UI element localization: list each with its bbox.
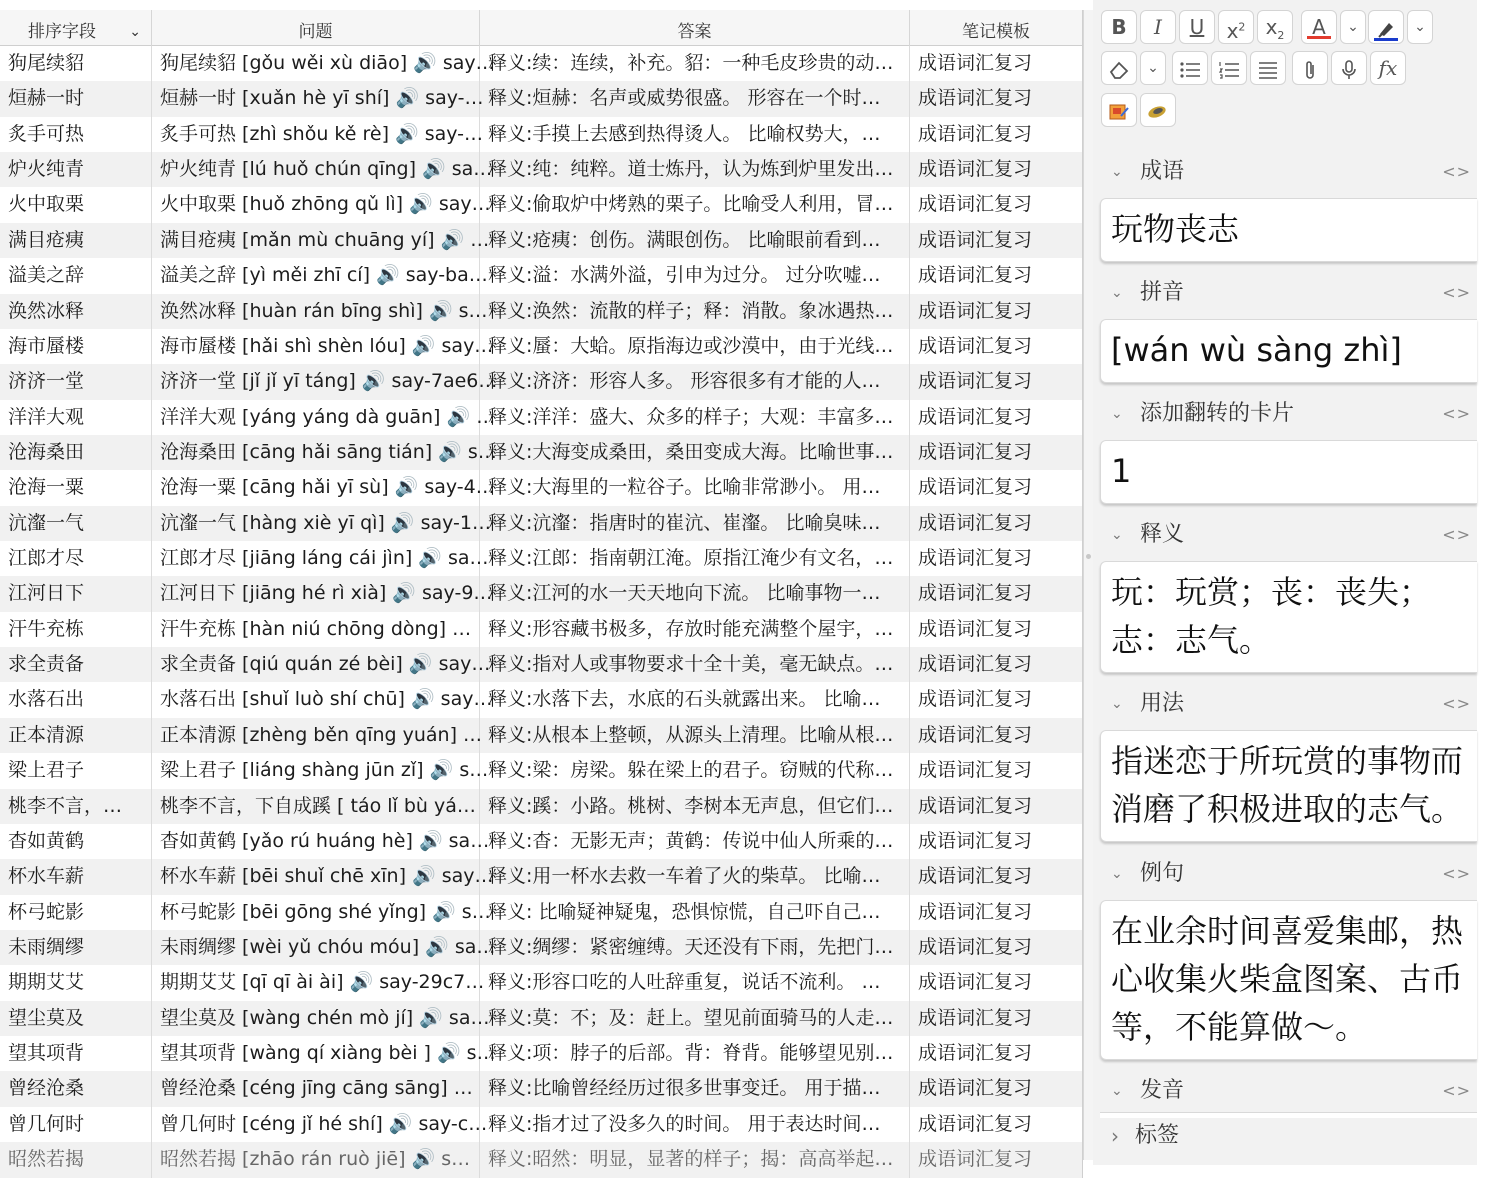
html-editor-icon[interactable]: <> xyxy=(1442,1081,1471,1100)
cell-question: 炙手可热 [zhì shǒu kě rè] 🔊 say-… xyxy=(152,117,480,152)
field-header-pronunciation[interactable] xyxy=(1093,1073,1477,1109)
cell-answer: 释义:大海变成桑田，桑田变成大海。比喻世事… xyxy=(480,435,910,470)
cell-answer: 释义: 比喻疑神疑鬼，恐惧惊慌，自己吓自己… xyxy=(480,895,910,930)
cell-question: 杳如黄鹤 [yǎo rú huáng hè] 🔊 sa… xyxy=(152,824,480,859)
chevron-right-icon[interactable]: › xyxy=(1111,1124,1119,1148)
field-name: 例句 xyxy=(1140,861,1185,886)
microphone-icon xyxy=(1341,56,1357,80)
cell-question: 未雨绸缪 [wèi yǔ chóu móu] 🔊 sa… xyxy=(152,930,480,965)
cell-question: 正本清源 [zhèng běn qīng yuán] … xyxy=(152,718,480,753)
cell-sort-field: 溢美之辞 xyxy=(0,258,152,293)
table-row[interactable] xyxy=(0,187,1083,222)
field-header-example[interactable] xyxy=(1093,856,1477,892)
cell-note-type: 成语词汇复习 xyxy=(910,294,1083,329)
cell-sort-field: 炉火纯青 xyxy=(0,152,152,187)
table-row[interactable] xyxy=(0,435,1083,470)
field-header-meaning[interactable] xyxy=(1093,517,1477,553)
cell-note-type: 成语词汇复习 xyxy=(910,329,1083,364)
cell-question: 海市蜃楼 [hǎi shì shèn lóu] 🔊 say… xyxy=(152,329,480,364)
cell-question: 求全责备 [qiú quán zé bèi] 🔊 say… xyxy=(152,647,480,682)
cell-sort-field: 杯弓蛇影 xyxy=(0,895,152,930)
table-row[interactable] xyxy=(0,1107,1083,1142)
table-row[interactable] xyxy=(0,329,1083,364)
column-header-sort-field[interactable] xyxy=(0,10,152,46)
tags-header[interactable] xyxy=(1093,1118,1477,1154)
bold-icon: B xyxy=(1111,15,1127,39)
cell-sort-field: 海市蜃楼 xyxy=(0,329,152,364)
cell-sort-field: 昭然若揭 xyxy=(0,1142,152,1177)
cell-sort-field: 汗牛充栋 xyxy=(0,612,152,647)
cell-sort-field: 沧海一粟 xyxy=(0,470,152,505)
cell-sort-field: 望尘莫及 xyxy=(0,1001,152,1036)
table-row[interactable] xyxy=(0,718,1083,753)
cell-answer: 释义:续：连续，补充。貂：一种毛皮珍贵的动… xyxy=(480,46,910,81)
image-occlusion-icon xyxy=(1108,98,1130,122)
table-row[interactable] xyxy=(0,965,1083,1000)
cell-note-type: 成语词汇复习 xyxy=(910,470,1083,505)
cell-note-type: 成语词汇复习 xyxy=(910,223,1083,258)
table-row[interactable] xyxy=(0,506,1083,541)
cell-answer: 释义:形容藏书极多，存放时能充满整个屋宇，… xyxy=(480,612,910,647)
cell-note-type: 成语词汇复习 xyxy=(910,895,1083,930)
cell-sort-field: 炙手可热 xyxy=(0,117,152,152)
speaker-button[interactable] xyxy=(1140,93,1176,127)
html-editor-icon[interactable]: <> xyxy=(1442,525,1471,544)
field-editor-chengyu[interactable]: 玩物丧志 xyxy=(1100,198,1477,262)
field-name: 释义 xyxy=(1140,522,1185,547)
table-header xyxy=(0,10,1083,46)
cell-note-type: 成语词汇复习 xyxy=(910,930,1083,965)
cell-answer: 释义:济济：形容人多。 形容很多有才能的人… xyxy=(480,364,910,399)
cell-answer: 释义:蜃：大蛤。原指海边或沙漠中，由于光线… xyxy=(480,329,910,364)
splitter-handle-icon[interactable] xyxy=(1086,554,1091,559)
cell-sort-field: 涣然冰释 xyxy=(0,294,152,329)
cell-answer: 释义:疮痍：创伤。满眼创伤。 比喻眼前看到… xyxy=(480,223,910,258)
highlight-swatch xyxy=(1374,38,1398,41)
field-name: 发音 xyxy=(1140,1078,1185,1103)
cell-note-type: 成语词汇复习 xyxy=(910,647,1083,682)
cell-answer: 释义:涣然：流散的样子；释：消散。象冰遇热… xyxy=(480,294,910,329)
field-header-usage[interactable] xyxy=(1093,686,1477,722)
cell-question: 望其项背 [wàng qí xiàng bèi ] 🔊 s… xyxy=(152,1036,480,1071)
cell-sort-field: 烜赫一时 xyxy=(0,81,152,116)
cell-answer: 释义:莫：不；及：赶上。望见前面骑马的人走… xyxy=(480,1001,910,1036)
cell-question: 曾几何时 [céng jǐ hé shí] 🔊 say-c… xyxy=(152,1107,480,1142)
eraser-button[interactable] xyxy=(1101,51,1137,85)
field-editor-usage[interactable]: 指迷恋于所玩赏的事物而消磨了积极进取的志气。 xyxy=(1100,730,1477,842)
subscript-button[interactable] xyxy=(1257,10,1293,44)
cell-answer: 释义:沆瀣：指唐时的崔沆、崔瀣。 比喻臭味… xyxy=(480,506,910,541)
cell-note-type: 成语词汇复习 xyxy=(910,682,1083,717)
text-color-letter: A xyxy=(1312,15,1326,39)
text-color-dropdown[interactable] xyxy=(1340,10,1366,44)
table-row[interactable] xyxy=(0,400,1083,435)
eraser-icon xyxy=(1108,56,1130,80)
cell-note-type: 成语词汇复习 xyxy=(910,753,1083,788)
column-header-label: 排序字段 xyxy=(28,22,96,42)
table-row[interactable] xyxy=(0,1142,1083,1177)
cell-answer: 释义:绸缪：紧密缠缚。天还没有下雨，先把门… xyxy=(480,930,910,965)
cell-note-type: 成语词汇复习 xyxy=(910,612,1083,647)
cell-sort-field: 水落石出 xyxy=(0,682,152,717)
subscript-mark: 2 xyxy=(1277,29,1285,42)
cell-answer: 释义:偷取炉中烤熟的栗子。比喻受人利用，冒… xyxy=(480,187,910,222)
ordered-list-button[interactable] xyxy=(1211,51,1247,85)
table-row[interactable] xyxy=(0,930,1083,965)
cell-sort-field: 正本清源 xyxy=(0,718,152,753)
cell-answer: 释义:指才过了没多久的时间。 用于表达时间… xyxy=(480,1107,910,1142)
superscript-base: x xyxy=(1226,18,1239,43)
field-header-add-reverse[interactable] xyxy=(1093,396,1477,432)
cell-answer: 释义:形容口吃的人吐辞重复，说话不流利。 … xyxy=(480,965,910,1000)
cell-sort-field: 杯水车薪 xyxy=(0,859,152,894)
underline-button[interactable] xyxy=(1179,10,1215,44)
cell-note-type: 成语词汇复习 xyxy=(910,1071,1083,1106)
cell-note-type: 成语词汇复习 xyxy=(910,1036,1083,1071)
cell-question: 烜赫一时 [xuǎn hè yī shí] 🔊 say-… xyxy=(152,81,480,116)
cell-answer: 释义:洋洋：盛大、众多的样子；大观：丰富多… xyxy=(480,400,910,435)
table-row[interactable] xyxy=(0,859,1083,894)
cell-note-type: 成语词汇复习 xyxy=(910,1142,1083,1177)
cell-question: 炉火纯青 [lú huǒ chún qīng] 🔊 sa… xyxy=(152,152,480,187)
table-row[interactable] xyxy=(0,1001,1083,1036)
cell-question: 杯弓蛇影 [bēi gōng shé yǐng] 🔊 s… xyxy=(152,895,480,930)
cell-sort-field: 江郎才尽 xyxy=(0,541,152,576)
cell-note-type: 成语词汇复习 xyxy=(910,859,1083,894)
table-row[interactable] xyxy=(0,223,1083,258)
table-row[interactable] xyxy=(0,258,1083,293)
function-icon: fx xyxy=(1378,56,1398,80)
table-row[interactable] xyxy=(0,824,1083,859)
cell-question: 火中取栗 [huǒ zhōng qǔ lì] 🔊 say… xyxy=(152,187,480,222)
text-color-icon xyxy=(1307,16,1331,39)
cell-note-type: 成语词汇复习 xyxy=(910,824,1083,859)
cell-sort-field: 济济一堂 xyxy=(0,364,152,399)
chevron-down-icon[interactable]: ⌄ xyxy=(1111,406,1123,422)
cell-question: 溢美之辞 [yì měi zhī cí] 🔊 say-ba… xyxy=(152,258,480,293)
cell-note-type: 成语词汇复习 xyxy=(910,400,1083,435)
bold-button[interactable] xyxy=(1101,10,1137,44)
field-editor-pinyin[interactable]: [wán wù sàng zhì] xyxy=(1100,319,1477,383)
tags-label: 标签 xyxy=(1135,1123,1180,1148)
cell-sort-field: 狗尾续貂 xyxy=(0,46,152,81)
cell-question: 满目疮痍 [mǎn mù chuāng yí] 🔊 … xyxy=(152,223,480,258)
chevron-down-icon[interactable]: ⌄ xyxy=(1111,1083,1123,1099)
table-row[interactable] xyxy=(0,541,1083,576)
cell-question: 汗牛充栋 [hàn niú chōng dòng] … xyxy=(152,612,480,647)
cell-answer: 释义:杳：无影无声；黄鹤：传说中仙人所乘的… xyxy=(480,824,910,859)
cell-question: 济济一堂 [jǐ jǐ yī táng] 🔊 say-7ae6… xyxy=(152,364,480,399)
cell-answer: 释义:用一杯水去救一车着了火的柴草。 比喻… xyxy=(480,859,910,894)
cell-sort-field: 火中取栗 xyxy=(0,187,152,222)
table-row[interactable] xyxy=(0,789,1083,824)
cell-note-type: 成语词汇复习 xyxy=(910,364,1083,399)
record-button[interactable] xyxy=(1331,51,1367,85)
cell-answer: 释义:手摸上去感到热得烫人。 比喻权势大，… xyxy=(480,117,910,152)
html-editor-icon[interactable]: <> xyxy=(1442,283,1471,302)
chevron-down-icon[interactable]: ⌄ xyxy=(1111,285,1123,301)
cell-question: 桃李不言，下自成蹊 [ táo lǐ bù yá… xyxy=(152,789,480,824)
cell-sort-field: 杳如黄鹤 xyxy=(0,824,152,859)
cell-answer: 释义:烜赫：名声或威势很盛。 形容在一个时… xyxy=(480,81,910,116)
field-header-chengyu[interactable] xyxy=(1093,154,1477,190)
table-row[interactable] xyxy=(0,895,1083,930)
field-name: 成语 xyxy=(1140,159,1185,184)
cell-sort-field: 未雨绸缪 xyxy=(0,930,152,965)
cell-sort-field: 桃李不言，… xyxy=(0,789,152,824)
cell-question: 沧海一粟 [cāng hǎi yī sù] 🔊 say-4… xyxy=(152,470,480,505)
table-row[interactable] xyxy=(0,753,1083,788)
cell-answer: 释义:指对人或事物要求十全十美，毫无缺点。… xyxy=(480,647,910,682)
cell-question: 曾经沧桑 [céng jīng cāng sāng] … xyxy=(152,1071,480,1106)
cell-question: 涣然冰释 [huàn rán bīng shì] 🔊 s… xyxy=(152,294,480,329)
cell-sort-field: 曾经沧桑 xyxy=(0,1071,152,1106)
table-row[interactable] xyxy=(0,1036,1083,1071)
highlight-button[interactable] xyxy=(1368,10,1404,44)
cell-question: 梁上君子 [liáng shàng jūn zǐ] 🔊 s… xyxy=(152,753,480,788)
cell-sort-field: 沆瀣一气 xyxy=(0,506,152,541)
table-row[interactable] xyxy=(0,46,1083,81)
table-row[interactable] xyxy=(0,647,1083,682)
highlight-dropdown[interactable] xyxy=(1407,10,1433,44)
field-header-pinyin[interactable] xyxy=(1093,275,1477,311)
chevron-down-icon[interactable]: ⌄ xyxy=(1111,866,1123,882)
cell-question: 江郎才尽 [jiāng láng cái jìn] 🔊 sa… xyxy=(152,541,480,576)
cell-note-type: 成语词汇复习 xyxy=(910,435,1083,470)
cell-question: 洋洋大观 [yáng yáng dà guān] 🔊 … xyxy=(152,400,480,435)
cell-question: 狗尾续貂 [gǒu wěi xù diāo] 🔊 say… xyxy=(152,46,480,81)
cell-answer: 释义:梁：房梁。躲在梁上的君子。窃贼的代称… xyxy=(480,753,910,788)
cell-answer: 释义:水落下去，水底的石头就露出来。 比喻… xyxy=(480,682,910,717)
italic-icon: I xyxy=(1154,15,1162,39)
highlighter-icon xyxy=(1374,17,1398,41)
cell-question: 昭然若揭 [zhāo rán ruò jiē] 🔊 s… xyxy=(152,1142,480,1177)
field-editor-meaning[interactable]: 玩：玩赏；丧：丧失；志：志气。 xyxy=(1100,561,1477,673)
align-icon xyxy=(1257,56,1279,80)
chevron-down-icon: ⌄ xyxy=(1147,60,1159,76)
html-editor-icon[interactable]: <> xyxy=(1442,864,1471,883)
column-header-question[interactable]: 问题 xyxy=(152,10,480,46)
cell-answer: 释义:江郎：指南朝江淹。原指江淹少有文名，… xyxy=(480,541,910,576)
subscript-base: x xyxy=(1265,15,1278,39)
cell-sort-field: 望其项背 xyxy=(0,1036,152,1071)
cell-note-type: 成语词汇复习 xyxy=(910,541,1083,576)
cell-sort-field: 江河日下 xyxy=(0,576,152,611)
table-row[interactable] xyxy=(0,117,1083,152)
html-editor-icon[interactable]: <> xyxy=(1442,694,1471,713)
table-row[interactable] xyxy=(0,152,1083,187)
cell-sort-field: 曾几何时 xyxy=(0,1107,152,1142)
table-row[interactable] xyxy=(0,81,1083,116)
underline-icon: U xyxy=(1189,15,1205,39)
superscript-mark: 2 xyxy=(1238,20,1246,33)
table-row[interactable] xyxy=(0,612,1083,647)
field-name: 添加翻转的卡片 xyxy=(1140,401,1295,426)
table-row[interactable] xyxy=(0,294,1083,329)
cell-sort-field: 洋洋大观 xyxy=(0,400,152,435)
table-row[interactable] xyxy=(0,576,1083,611)
cell-answer: 释义:项：脖子的后部。背：脊背。能够望见别… xyxy=(480,1036,910,1071)
card-browser-table xyxy=(0,10,1083,1171)
formula-button[interactable] xyxy=(1370,51,1406,85)
chevron-down-icon[interactable]: ⌄ xyxy=(1111,696,1123,712)
cell-question: 江河日下 [jiāng hé rì xià] 🔊 say-9… xyxy=(152,576,480,611)
cell-sort-field: 期期艾艾 xyxy=(0,965,152,1000)
cell-sort-field: 求全责备 xyxy=(0,647,152,682)
cell-question: 望尘莫及 [wàng chén mò jí] 🔊 sa… xyxy=(152,1001,480,1036)
chevron-down-icon: ⌄ xyxy=(1414,19,1426,35)
field-editor-add-reverse[interactable]: 1 xyxy=(1100,440,1477,504)
html-editor-icon[interactable]: <> xyxy=(1442,404,1471,423)
table-row[interactable] xyxy=(0,682,1083,717)
cell-answer: 释义:溢：水满外溢，引申为过分。 过分吹嘘… xyxy=(480,258,910,293)
cell-answer: 释义:比喻曾经经历过很多世事变迁。 用于描… xyxy=(480,1071,910,1106)
italic-button[interactable] xyxy=(1140,10,1176,44)
table-row[interactable] xyxy=(0,1071,1083,1106)
speaker-icon xyxy=(1146,98,1170,122)
indent-button[interactable] xyxy=(1250,51,1286,85)
cell-sort-field: 梁上君子 xyxy=(0,753,152,788)
column-header-note-type[interactable]: 笔记模板 xyxy=(910,10,1083,46)
column-header-answer[interactable]: 答案 xyxy=(480,10,910,46)
cell-question: 沆瀣一气 [hàng xiè yī qì] 🔊 say-1… xyxy=(152,506,480,541)
field-name: 用法 xyxy=(1140,691,1185,716)
cell-answer: 释义:昭然：明显，显著的样子；揭：高高举起… xyxy=(480,1142,910,1177)
unordered-list-button[interactable] xyxy=(1172,51,1208,85)
cell-answer: 释义:大海里的一粒谷子。比喻非常渺小。 用… xyxy=(480,470,910,505)
cell-question: 杯水车薪 [bēi shuǐ chē xīn] 🔊 say… xyxy=(152,859,480,894)
chevron-down-icon[interactable]: ⌄ xyxy=(1111,164,1123,180)
cell-note-type: 成语词汇复习 xyxy=(910,1001,1083,1036)
window-edge xyxy=(1477,0,1500,1165)
cell-note-type: 成语词汇复习 xyxy=(910,46,1083,81)
cell-answer: 释义:从根本上整顿，从源头上清理。比喻从根… xyxy=(480,718,910,753)
cell-note-type: 成语词汇复习 xyxy=(910,187,1083,222)
superscript-icon xyxy=(1227,19,1246,43)
cell-question: 水落石出 [shuǐ luò shí chū] 🔊 say… xyxy=(152,682,480,717)
cell-note-type: 成语词汇复习 xyxy=(910,152,1083,187)
table-row[interactable] xyxy=(0,364,1083,399)
paperclip-icon xyxy=(1302,56,1318,80)
cell-note-type: 成语词汇复习 xyxy=(910,1107,1083,1142)
cell-note-type: 成语词汇复习 xyxy=(910,81,1083,116)
cell-note-type: 成语词汇复习 xyxy=(910,506,1083,541)
chevron-down-icon: ⌄ xyxy=(1347,19,1359,35)
cell-note-type: 成语词汇复习 xyxy=(910,258,1083,293)
unordered-list-icon xyxy=(1179,56,1201,80)
eraser-dropdown[interactable] xyxy=(1140,51,1166,85)
html-editor-icon[interactable]: <> xyxy=(1442,162,1471,181)
superscript-button[interactable] xyxy=(1218,10,1254,44)
chevron-down-icon[interactable]: ⌄ xyxy=(1111,527,1123,543)
cell-question: 沧海桑田 [cāng hǎi sāng tián] 🔊 s… xyxy=(152,435,480,470)
subscript-icon xyxy=(1265,15,1285,42)
table-body xyxy=(0,46,1083,1178)
cell-note-type: 成语词汇复习 xyxy=(910,718,1083,753)
cell-sort-field: 满目疮痍 xyxy=(0,223,152,258)
cell-answer: 释义:蹊：小路。桃树、李树本无声息，但它们… xyxy=(480,789,910,824)
cell-question: 期期艾艾 [qī qī ài ài] 🔊 say-29c7… xyxy=(152,965,480,1000)
cell-answer: 释义:江河的水一天天地向下流。 比喻事物一… xyxy=(480,576,910,611)
sort-chevron-icon[interactable]: ⌄ xyxy=(129,24,141,40)
cell-answer: 释义:纯：纯粹。道士炼丹，认为炼到炉里发出… xyxy=(480,152,910,187)
image-occlusion-button[interactable] xyxy=(1101,93,1137,127)
cell-note-type: 成语词汇复习 xyxy=(910,576,1083,611)
cell-note-type: 成语词汇复习 xyxy=(910,789,1083,824)
cell-note-type: 成语词汇复习 xyxy=(910,117,1083,152)
text-color-button[interactable] xyxy=(1301,10,1337,44)
ordered-list-icon xyxy=(1218,56,1240,80)
field-editor-example[interactable]: 在业余时间喜爱集邮，热心收集火柴盒图案、古币等，不能算做～。 xyxy=(1100,900,1477,1060)
table-row[interactable] xyxy=(0,470,1083,505)
attach-button[interactable] xyxy=(1292,51,1328,85)
cell-note-type: 成语词汇复习 xyxy=(910,965,1083,1000)
cell-sort-field: 沧海桑田 xyxy=(0,435,152,470)
field-name: 拼音 xyxy=(1140,280,1185,305)
